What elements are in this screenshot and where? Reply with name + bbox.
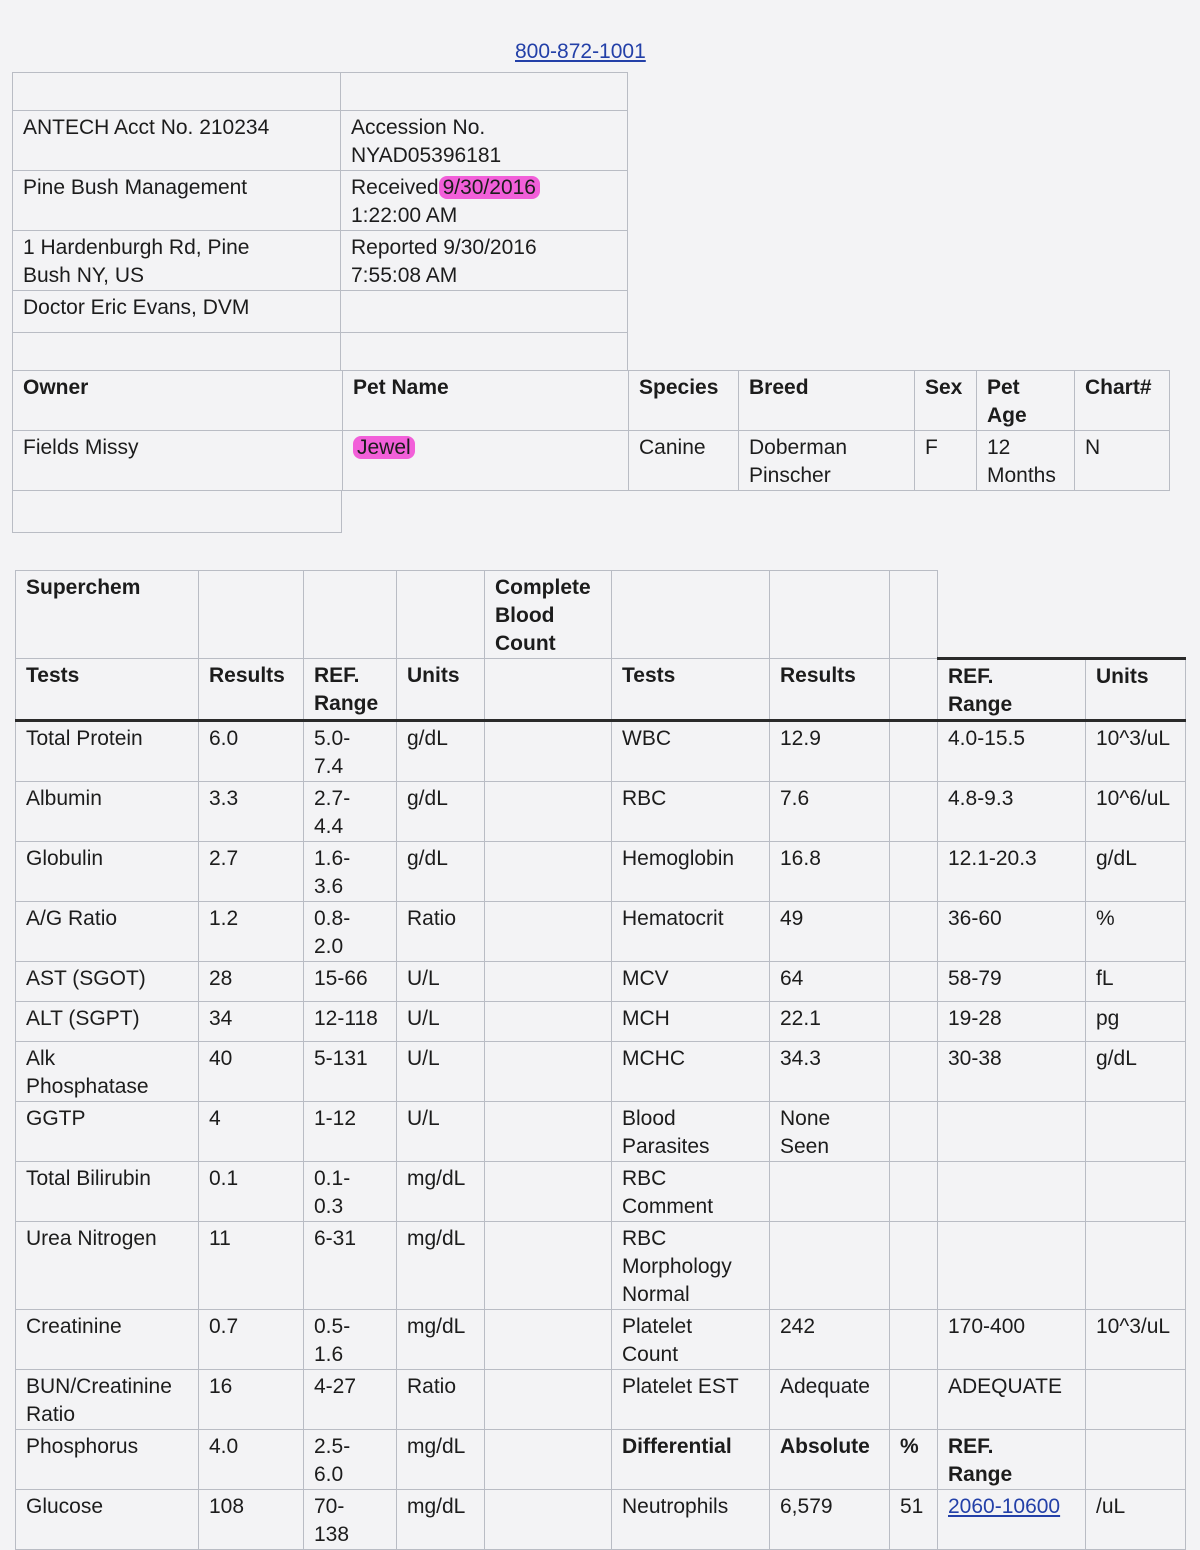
sc-ref-range: 6-31 <box>304 1222 397 1310</box>
cbc-title: Complete Blood Count <box>485 571 612 659</box>
sc-ref-range: 1.6- 3.6 <box>304 842 397 902</box>
patient-spacer <box>12 490 342 533</box>
sc-ref-range: 2.7- 4.4 <box>304 782 397 842</box>
sc-units: Ratio <box>397 1370 485 1430</box>
sc-ref-range: 2.5- 6.0 <box>304 1430 397 1490</box>
cbc-ref-range: 30-38 <box>938 1042 1086 1102</box>
sc-units: mg/dL <box>397 1430 485 1490</box>
cbc-units: 10^3/uL <box>1086 721 1186 782</box>
pet-name-value: Jewel <box>343 431 629 491</box>
table-row <box>16 782 1186 842</box>
sc-result: 40 <box>199 1042 304 1102</box>
cbc-test-name: MCHC <box>612 1042 770 1102</box>
neutrophils-ref-link[interactable]: 2060-10600 <box>948 1495 1061 1518</box>
sc-result: 0.7 <box>199 1310 304 1370</box>
accession-no: NYAD05396181 <box>351 144 502 167</box>
sc-test-name: A/G Ratio <box>16 902 199 962</box>
sc-ref-range: 0.1- 0.3 <box>304 1162 397 1222</box>
cbc-test-name: Blood Parasites <box>612 1102 770 1162</box>
cbc-ref-range <box>938 1162 1086 1222</box>
table-row <box>16 1162 1186 1222</box>
sc-units: U/L <box>397 1002 485 1042</box>
cbc-units <box>1086 1370 1186 1430</box>
cbc-ref-header: REF. Range <box>938 659 1086 721</box>
sc-units: g/dL <box>397 842 485 902</box>
sc-result: 4.0 <box>199 1430 304 1490</box>
cbc-ref-range: 4.0-15.5 <box>938 721 1086 782</box>
cbc-test-name: RBC <box>612 782 770 842</box>
cbc-ref-range: 170-400 <box>938 1310 1086 1370</box>
sc-result: 108 <box>199 1490 304 1550</box>
superchem-title: Superchem <box>16 571 199 659</box>
cbc-ref-range: 12.1-20.3 <box>938 842 1086 902</box>
cbc-result: 16.8 <box>770 842 890 902</box>
cbc-units <box>1086 1222 1186 1310</box>
species-value: Canine <box>629 431 739 491</box>
sex-header: Sex <box>915 371 977 431</box>
cbc-ref-range <box>938 1222 1086 1310</box>
cbc-result: Adequate <box>770 1370 890 1430</box>
sc-test-name: AST (SGOT) <box>16 962 199 1002</box>
sc-test-name: GGTP <box>16 1102 199 1162</box>
sc-units: U/L <box>397 1102 485 1162</box>
reported <box>341 231 628 291</box>
table-row <box>16 1042 1186 1102</box>
sc-result: 28 <box>199 962 304 1002</box>
sc-ref-header: REF. Range <box>304 659 397 721</box>
cbc-units: g/dL <box>1086 842 1186 902</box>
sc-test-name: ALT (SGPT) <box>16 1002 199 1042</box>
clinic-address <box>13 231 341 291</box>
sc-units: g/dL <box>397 782 485 842</box>
cbc-test-name: Platelet EST <box>612 1370 770 1430</box>
cbc-results-header: Results <box>770 659 890 721</box>
cbc-tests-header: Tests <box>612 659 770 721</box>
pet-name-header: Pet Name <box>343 371 629 431</box>
accession <box>341 111 628 171</box>
differential-header: Differential <box>612 1430 770 1490</box>
pet-age-header: Pet Age <box>977 371 1075 431</box>
table-row <box>16 1430 1186 1490</box>
cbc-result: 7.6 <box>770 782 890 842</box>
sc-result: 2.7 <box>199 842 304 902</box>
cbc-units: 10^6/uL <box>1086 782 1186 842</box>
sc-test-name: Globulin <box>16 842 199 902</box>
sc-result: 6.0 <box>199 721 304 782</box>
patient-table <box>12 370 1170 491</box>
sc-units: U/L <box>397 962 485 1002</box>
table-row <box>16 1490 1186 1550</box>
sc-test-name: Alk Phosphatase <box>16 1042 199 1102</box>
sc-test-name: BUN/Creatinine Ratio <box>16 1370 199 1430</box>
sc-test-name: Creatinine <box>16 1310 199 1370</box>
sc-result: 1.2 <box>199 902 304 962</box>
sc-units: mg/dL <box>397 1490 485 1550</box>
cbc-result: 34.3 <box>770 1042 890 1102</box>
sc-result: 11 <box>199 1222 304 1310</box>
sc-test-name: Glucose <box>16 1490 199 1550</box>
sc-ref-range: 5.0- 7.4 <box>304 721 397 782</box>
cbc-ref-range: 19-28 <box>938 1002 1086 1042</box>
cbc-units: fL <box>1086 962 1186 1002</box>
sc-units: mg/dL <box>397 1310 485 1370</box>
doctor-name: Doctor Eric Evans, DVM <box>13 291 341 333</box>
chart-value: N <box>1075 431 1170 491</box>
neutrophils-ref[interactable] <box>938 1490 1086 1550</box>
received-time: 1:22:00 AM <box>351 204 458 227</box>
table-row <box>16 1310 1186 1370</box>
cbc-units: % <box>1086 902 1186 962</box>
breed-value: Doberman Pinscher <box>739 431 915 491</box>
received <box>341 171 628 231</box>
sc-tests-header: Tests <box>16 659 199 721</box>
neutrophils-absolute: 6,579 <box>770 1490 890 1550</box>
table-row <box>16 962 1186 1002</box>
sex-value: F <box>915 431 977 491</box>
cbc-units-header: Units <box>1086 659 1186 721</box>
neutrophils-units: /uL <box>1086 1490 1186 1550</box>
account-table <box>12 72 628 371</box>
sc-result: 4 <box>199 1102 304 1162</box>
sc-ref-range: 15-66 <box>304 962 397 1002</box>
neutrophils-pct: 51 <box>890 1490 938 1550</box>
sc-test-name: Total Protein <box>16 721 199 782</box>
cbc-result: None Seen <box>770 1102 890 1162</box>
sc-units: U/L <box>397 1042 485 1102</box>
received-date: 9/30/2016 <box>439 176 540 199</box>
cbc-ref-range: ADEQUATE <box>938 1370 1086 1430</box>
sc-ref-range: 1-12 <box>304 1102 397 1162</box>
diff-ref-header: REF. Range <box>938 1430 1086 1490</box>
cbc-ref-range <box>938 1102 1086 1162</box>
cbc-result: 64 <box>770 962 890 1002</box>
cbc-test-name: RBC Comment <box>612 1162 770 1222</box>
sc-ref-range: 12-118 <box>304 1002 397 1042</box>
sc-ref-range: 0.5- 1.6 <box>304 1310 397 1370</box>
cbc-result: 49 <box>770 902 890 962</box>
cbc-units: g/dL <box>1086 1042 1186 1102</box>
table-row <box>16 1102 1186 1162</box>
results-table <box>15 570 1186 1550</box>
cbc-units <box>1086 1162 1186 1222</box>
sc-test-name: Albumin <box>16 782 199 842</box>
cbc-ref-range: 36-60 <box>938 902 1086 962</box>
sc-units: Ratio <box>397 902 485 962</box>
chart-header: Chart# <box>1075 371 1170 431</box>
sc-test-name: Urea Nitrogen <box>16 1222 199 1310</box>
sc-test-name: Phosphorus <box>16 1430 199 1490</box>
cbc-test-name: WBC <box>612 721 770 782</box>
sc-results-header: Results <box>199 659 304 721</box>
cbc-result: 12.9 <box>770 721 890 782</box>
table-row <box>16 1370 1186 1430</box>
lab-phone-link[interactable]: 800-872-1001 <box>515 40 646 63</box>
owner-header: Owner <box>13 371 343 431</box>
cbc-result: 242 <box>770 1310 890 1370</box>
received-label: Received <box>351 176 439 199</box>
cbc-units: pg <box>1086 1002 1186 1042</box>
cbc-test-name: MCH <box>612 1002 770 1042</box>
reported-date: Reported 9/30/2016 <box>351 236 537 259</box>
absolute-header: Absolute <box>770 1430 890 1490</box>
cbc-result <box>770 1162 890 1222</box>
cbc-ref-range: 4.8-9.3 <box>938 782 1086 842</box>
sc-units-header: Units <box>397 659 485 721</box>
breed-header: Breed <box>739 371 915 431</box>
reported-time: 7:55:08 AM <box>351 264 458 287</box>
table-row <box>16 721 1186 782</box>
sc-units: mg/dL <box>397 1222 485 1310</box>
cbc-units: 10^3/uL <box>1086 1310 1186 1370</box>
cbc-result <box>770 1222 890 1310</box>
address-line-2: Bush NY, US <box>23 264 145 287</box>
table-row <box>16 842 1186 902</box>
cbc-test-name: Platelet Count <box>612 1310 770 1370</box>
acct-no: ANTECH Acct No. 210234 <box>13 111 341 171</box>
sc-result: 0.1 <box>199 1162 304 1222</box>
cbc-test-name: Hemoglobin <box>612 842 770 902</box>
clinic-name: Pine Bush Management <box>13 171 341 231</box>
sc-result: 3.3 <box>199 782 304 842</box>
cbc-ref-range: 58-79 <box>938 962 1086 1002</box>
pct-header: % <box>890 1430 938 1490</box>
table-row <box>16 1222 1186 1310</box>
cbc-units <box>1086 1102 1186 1162</box>
neutrophils-name: Neutrophils <box>612 1490 770 1550</box>
cbc-test-name: RBC Morphology Normal <box>612 1222 770 1310</box>
table-row <box>16 1002 1186 1042</box>
sc-ref-range: 0.8- 2.0 <box>304 902 397 962</box>
sc-ref-range: 4-27 <box>304 1370 397 1430</box>
age-value: 12 Months <box>977 431 1075 491</box>
species-header: Species <box>629 371 739 431</box>
cbc-test-name: Hematocrit <box>612 902 770 962</box>
address-line-1: 1 Hardenburgh Rd, Pine <box>23 236 250 259</box>
sc-ref-range: 5-131 <box>304 1042 397 1102</box>
owner-value: Fields Missy <box>13 431 343 491</box>
sc-result: 16 <box>199 1370 304 1430</box>
cbc-result: 22.1 <box>770 1002 890 1042</box>
sc-units: g/dL <box>397 721 485 782</box>
accession-label: Accession No. <box>351 116 486 139</box>
cbc-test-name: MCV <box>612 962 770 1002</box>
sc-result: 34 <box>199 1002 304 1042</box>
table-row <box>16 902 1186 962</box>
sc-units: mg/dL <box>397 1162 485 1222</box>
sc-test-name: Total Bilirubin <box>16 1162 199 1222</box>
sc-ref-range: 70- 138 <box>304 1490 397 1550</box>
